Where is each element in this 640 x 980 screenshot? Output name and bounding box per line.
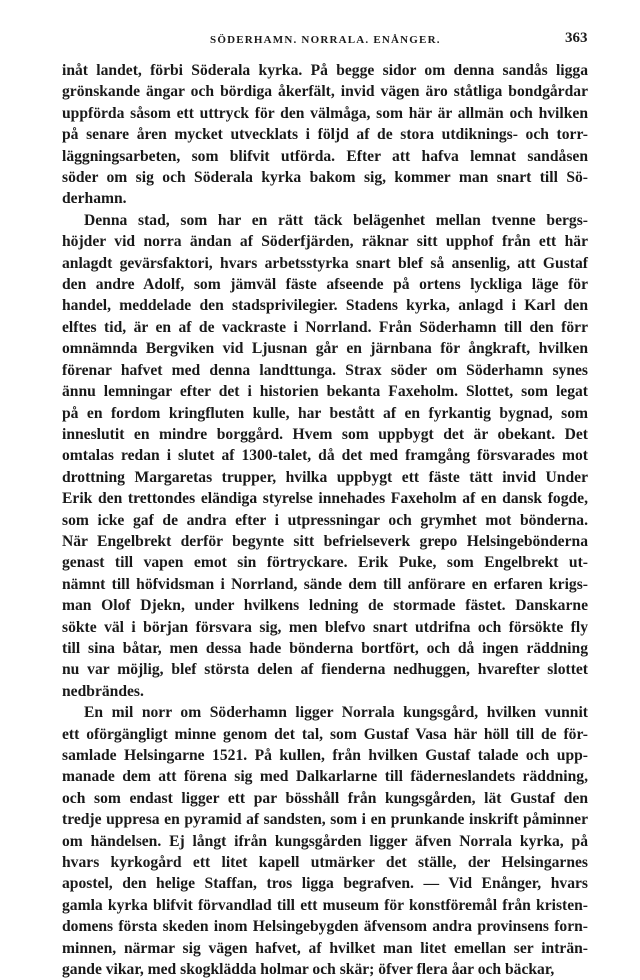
text-line: domens första skeden inom Helsingebygden äfvensom andra provinsens forn-	[62, 918, 588, 936]
text-line: drottning Margaretas trupper, hvilka uppbygt ett fäste tätt invid Under	[62, 468, 588, 486]
text-line: En mil norr om Söderhamn ligger Norrala kungsgård, hvilken vunnit	[84, 704, 588, 722]
running-title: SÖDERHAMN. NORRALA. ENÅNGER.	[210, 34, 441, 46]
text-line: den andre Adolf, som jämväl fäste afseende på ortens lyckliga läge för	[62, 276, 588, 294]
text-line: förenar hafvet med denna landttunga. Strax söder om Söderhamn synes	[62, 361, 588, 379]
text-line: ett oförgängligt minne genom det tal, som Gustaf Vasa här höll till de för-	[62, 725, 588, 743]
page-number: 363	[565, 30, 588, 46]
text-line: Erik den trettondes eländiga styrelse innehades Faxeholm af en dansk fogde,	[62, 490, 588, 508]
text-line: derhamn.	[62, 190, 127, 208]
text-line: gande vikar, med skogklädda holmar och skär; öfver flera åar och bäckar,	[62, 961, 555, 979]
text-line: uppförda såsom ett uttryck för den välmåga, som här är allmän och hvilken	[62, 104, 588, 122]
body-text	[62, 60, 588, 980]
text-line: inneslutit en mindre borggård. Hvem som uppbygt det är obekant. Det	[62, 425, 588, 443]
text-line: gamla kyrka blifvit förvandlad till ett museum för konstföremål från kristen-	[62, 896, 588, 914]
text-line: samlade Helsingarne 1521. På kullen, från hvilken Gustaf talade och upp-	[62, 747, 588, 764]
text-line: läggningsarbeten, som blifvit utförda. Efter att hafva lemnat sandåsen	[62, 147, 588, 165]
text-line: minnen, närmar sig vägen hafvet, af hvilket man litet emellan ser inträn-	[62, 939, 588, 957]
text-line: Denna stad, som har en rätt täck belägenhet mellan tvenne bergs-	[84, 211, 588, 229]
text-line: och som endast ligger ett par bösshåll från kungsgården, lät Gustaf den	[62, 789, 588, 807]
text-line: nedbrändes.	[62, 682, 144, 700]
text-line: om händelsen. Ej långt ifrån kungsgården ligger äfven Norrala kyrka, på	[62, 832, 588, 850]
paragraph	[62, 60, 588, 210]
text-line: omnämnda Bergviken vid Ljusnan går en järnbana för ångkraft, hvilken	[62, 340, 588, 358]
text-line: sökte väl i början försvara sig, men blefvo snart utdrifna och försökte fly	[62, 618, 588, 636]
text-line: som icke gaf de andra efter i utpressningar och grymhet mot bönderna.	[62, 511, 588, 529]
text-line: manade dem att förena sig med Dalkarlarne till fäderneslandets räddning,	[62, 768, 588, 786]
text-line: elftes tid, är en af de vackraste i Norrland. Från Söderhamn till den förr	[62, 318, 588, 336]
text-line: nu var möjlig, blef största delen af fienderna nedhuggen, hvarefter slottet	[62, 661, 588, 679]
paragraph	[62, 210, 588, 702]
text-line: på senare åren mycket utvecklats i följd af de stora utdiknings- och torr-	[62, 126, 588, 144]
text-line: apostel, den helige Staffan, tros ligga begrafven. — Vid Enånger, hvars	[62, 875, 588, 893]
text-line: grönskande ängar och bördiga åkerfält, invid vägen äro ståtliga bondgårdar	[62, 83, 588, 101]
text-line: genast till vapen emot sin förtryckare. Erik Puke, som Engelbrekt ut-	[62, 554, 588, 572]
text-line: till sina båtar, men dessa hade bönderna bortfört, och då ingen räddning	[62, 639, 588, 657]
text-line: man Olof Djekn, under hvilkens ledning de stormade fästet. Danskarne	[62, 597, 588, 615]
text-line: tredje uppresa en pyramid af sandsten, som i en prunkande inskrift påminner	[62, 811, 588, 829]
text-line: anlagdt gevärsfaktori, hvars arbetsstyrka snart blef så ansenlig, att Gustaf	[62, 254, 588, 272]
text-line: ännu lemningar efter det i historien bekanta Faxeholm. Slottet, som legat	[62, 383, 588, 401]
text-line: inåt landet, förbi Söderala kyrka. På begge sidor om denna sandås ligga	[62, 62, 588, 79]
text-line: nämnt till höfvidsman i Norrland, sände dem till anförare en erfaren krigs-	[62, 575, 588, 593]
running-header	[0, 30, 640, 52]
text-line: höjder vid norra ändan af Söderfjärden, räknar sitt upphof från ett här	[62, 233, 588, 251]
text-line: på en fordom kringfluten kulle, har bestått af en fyrkantig bygnad, som	[62, 404, 588, 422]
text-line: söder om sig och Söderala kyrka bakom sig, kommer man snart till Sö-	[62, 169, 588, 187]
text-line: hvars kyrkogård ett litet kapell utmärker det ställe, der Helsingarnes	[62, 854, 588, 872]
text-line: omtalas redan i slutet af 1300-talet, då det med framgång försvarades mot	[62, 447, 588, 465]
text-line: handel, meddelade den stadsprivilegier. Stadens kyrka, anlagd i Karl den	[62, 297, 588, 315]
paragraph	[62, 702, 588, 980]
text-line: När Engelbrekt derför begynte sitt befrielseverk grepo Helsingebönderna	[62, 532, 588, 550]
